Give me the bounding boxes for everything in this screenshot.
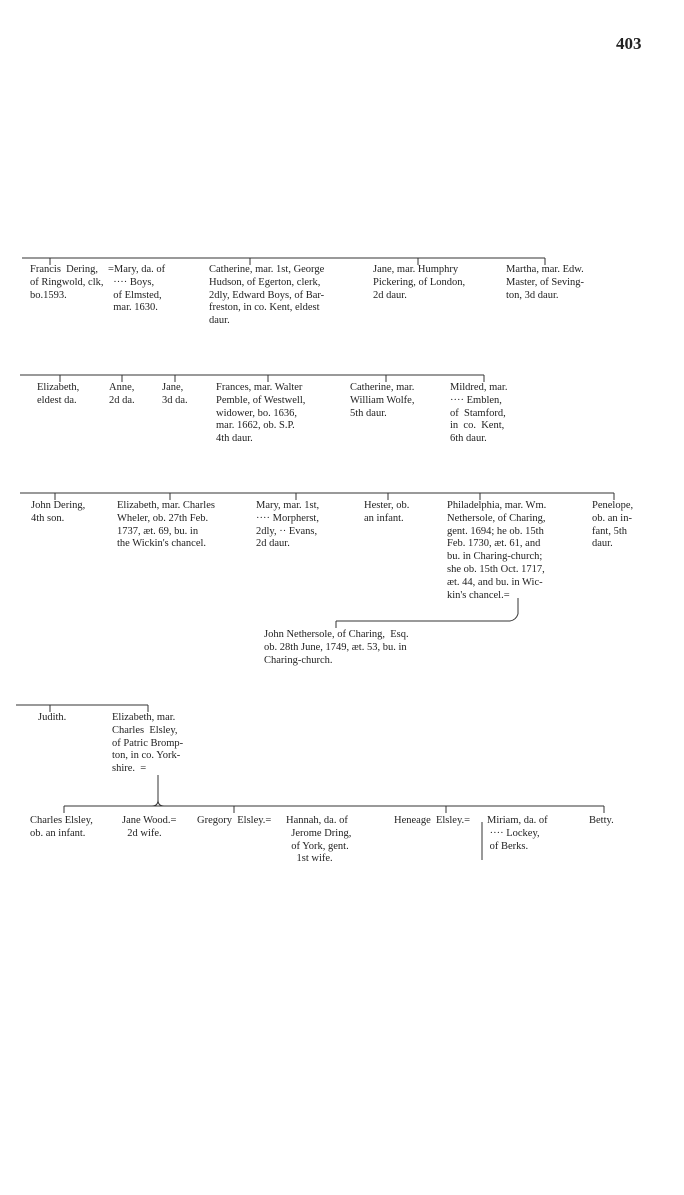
person-frances: Frances, mar. Walter Pemble, of Westwell, widower, bo. 1636, mar. 1662, ob. S.P. 4th daur. [216, 382, 306, 445]
person-judith: Judith. [38, 712, 67, 723]
person-francis-dering: Francis Dering, of Ringwold, clk, bo.1593. [30, 264, 104, 301]
person-john-nethersole: John Nethersole, of Charing, Esq. ob. 28th June, 1749, æt. 53, bu. in Charing-church. [264, 629, 409, 666]
person-heneage-elsley: Heneage Elsley.= [394, 815, 471, 826]
person-penelope: Penelope, ob. an in- fant, 5th daur. [592, 500, 634, 550]
person-mildred: Mildred, mar. ···· Emblen, of Stamford, in co. Kent, 6th daur. [450, 382, 508, 445]
person-john-dering: John Dering, 4th son. [31, 500, 86, 524]
person-jane-1: Jane, mar. Humphry Pickering, of London, 2d daur. [373, 264, 466, 301]
spouse-jane-wood: Jane Wood.= 2d wife. [122, 815, 177, 839]
person-catherine-2: Catherine, mar. William Wolfe, 5th daur. [350, 382, 415, 419]
person-mary-3: Mary, mar. 1st, ···· Morpherst, 2dly, ·· Evans, 2d daur. [256, 500, 320, 550]
spouse-miriam-lockey: Miriam, da. of ···· Lockey, of Berks. [487, 815, 548, 852]
person-gregory-elsley: Gregory Elsley.= [197, 815, 272, 826]
person-hester: Hester, ob. an infant. [364, 500, 410, 524]
spouse-mary-boys: =Mary, da. of ···· Boys, of Elmsted, mar. 1630. [108, 264, 166, 314]
person-elizabeth-3: Elizabeth, mar. Charles Wheler, ob. 27th Feb. 1737, æt. 69, bu. in the Wickin's chancel. [117, 500, 215, 550]
person-martha: Martha, mar. Edw. Master, of Seving- ton, 3d daur. [506, 264, 585, 301]
person-charles-elsley: Charles Elsley, ob. an infant. [30, 815, 93, 839]
person-catherine-1: Catherine, mar. 1st, George Hudson, of Egerton, clerk, 2dly, Edward Boys, of Bar- freston, in co. Kent, eldest daur. [209, 264, 325, 327]
person-elizabeth-4: Elizabeth, mar. Charles Elsley, of Patric Bromp- ton, in co. York- shire. = [112, 712, 184, 775]
person-betty: Betty. [589, 815, 614, 826]
page-number: 403 [616, 34, 642, 53]
person-philadelphia: Philadelphia, mar. Wm. Nethersole, of Charing, gent. 1694; he ob. 15th Feb. 1730, æt. 61, and bu. in Charing-church; she ob. 15th Oct. 1717, æt. 44, and bu. in Wic- kin's chancel.= [447, 500, 547, 601]
person-jane-2: Jane, 3d da. [162, 382, 188, 406]
person-elizabeth-2: Elizabeth, eldest da. [37, 382, 80, 406]
person-anne: Anne, 2d da. [109, 382, 135, 406]
spouse-hannah-dring: Hannah, da. of Jerome Dring, of York, gent. 1st wife. [286, 815, 352, 865]
